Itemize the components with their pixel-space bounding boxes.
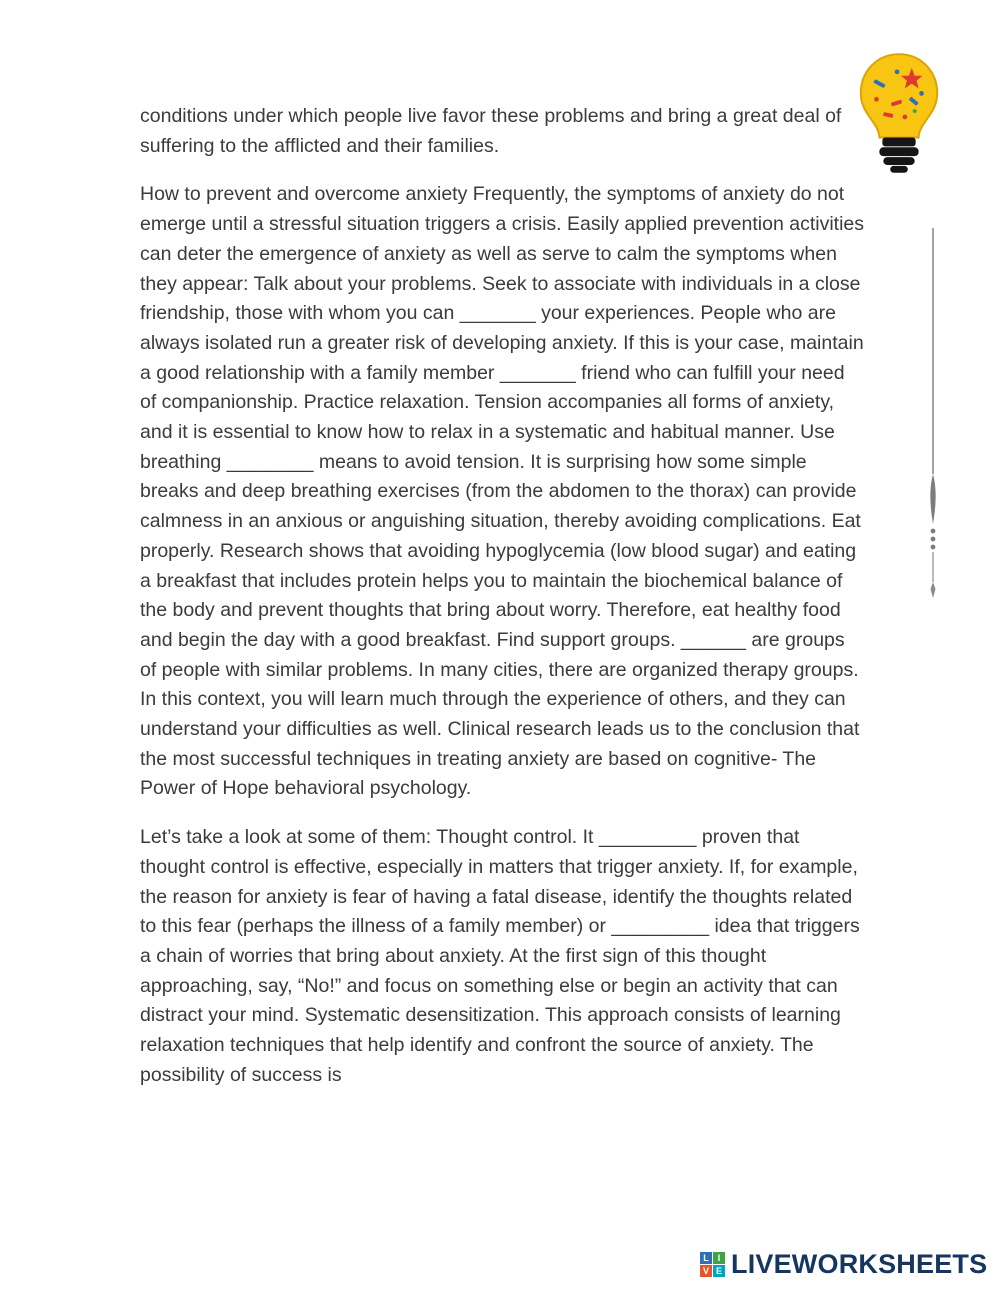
logo-tile-i: I bbox=[713, 1252, 725, 1264]
liveworksheets-logo[interactable] bbox=[700, 1249, 987, 1280]
paragraph-intro: conditions under which people live favor these problems and bring a great deal of suffering to the afflicted and their families. bbox=[140, 105, 842, 157]
document-body bbox=[140, 102, 864, 1110]
lightbulb-icon bbox=[850, 48, 948, 178]
logo-tile-v: V bbox=[700, 1265, 712, 1277]
brand-text: LIVEWORKSHEETS bbox=[731, 1249, 988, 1279]
logo-tile-e: E bbox=[713, 1265, 725, 1277]
liveworksheets-tiles-icon bbox=[700, 1252, 725, 1277]
logo-tile-l: L bbox=[700, 1252, 712, 1264]
divider-graphic bbox=[924, 228, 942, 600]
lightbulb-graphic bbox=[850, 48, 948, 178]
paragraph-prevention: How to prevent and overcome anxiety Frequently, the symptoms of anxiety do not emerge until a stressful situation triggers a crisis. Easily applied prevention activities can deter the emergence of anxiety as well as serve to calm the symptoms when they appear: Talk about your problems. Seek to associate with individuals in a close friendship, those with whom you can _______ your experiences. People who are always isolated run a greater risk of developing anxiety. If this is your case, maintain a good relationship with a family member _______ friend who can fulfill your need of companionship. Practice relaxation. Tension accompanies all forms of anxiety, and it is essential to know how to relax in a systematic and habitual manner. Use breathing ________ means to avoid tension. It is surprising how some simple breaks and deep breathing exercises (from the abdomen to the thorax) can provide calmness in an anxious or anguishing situation, thereby avoiding complications. Eat properly. Research shows that avoiding hypoglycemia (low blood sugar) and eating a breakfast that includes protein helps you to maintain the biochemical balance of the body and prevent thoughts that bring about worry. Therefore, eat healthy food and begin the day with a good breakfast. Find support groups. ______ are groups of people with similar problems. In many cities, there are organized therapy groups. In this context, you will learn much through the experience of others, and they can understand your difficulties as well. Clinical research leads us to the conclusion that the most successful techniques in treating anxiety are based on cognitive- The Power of Hope behavioral psychology. bbox=[140, 183, 864, 800]
paragraph-techniques: Let’s take a look at some of them: Thought control. It _________ proven that thought control is effective, especially in matters that trigger anxiety. If, for example, the reason for anxiety is fear of having a fatal disease, identify the thoughts related to this fear (perhaps the illness of a family member) or _________ idea that triggers a chain of worries that bring about anxiety. At the first sign of this thought approaching, say, “No!” and focus on something else or begin an activity that can distract your mind. Systematic desensitization. This approach consists of learning relaxation techniques that help identify and confront the source of anxiety. The possibility of success is bbox=[140, 826, 860, 1086]
divider-ornament-icon bbox=[924, 228, 942, 600]
